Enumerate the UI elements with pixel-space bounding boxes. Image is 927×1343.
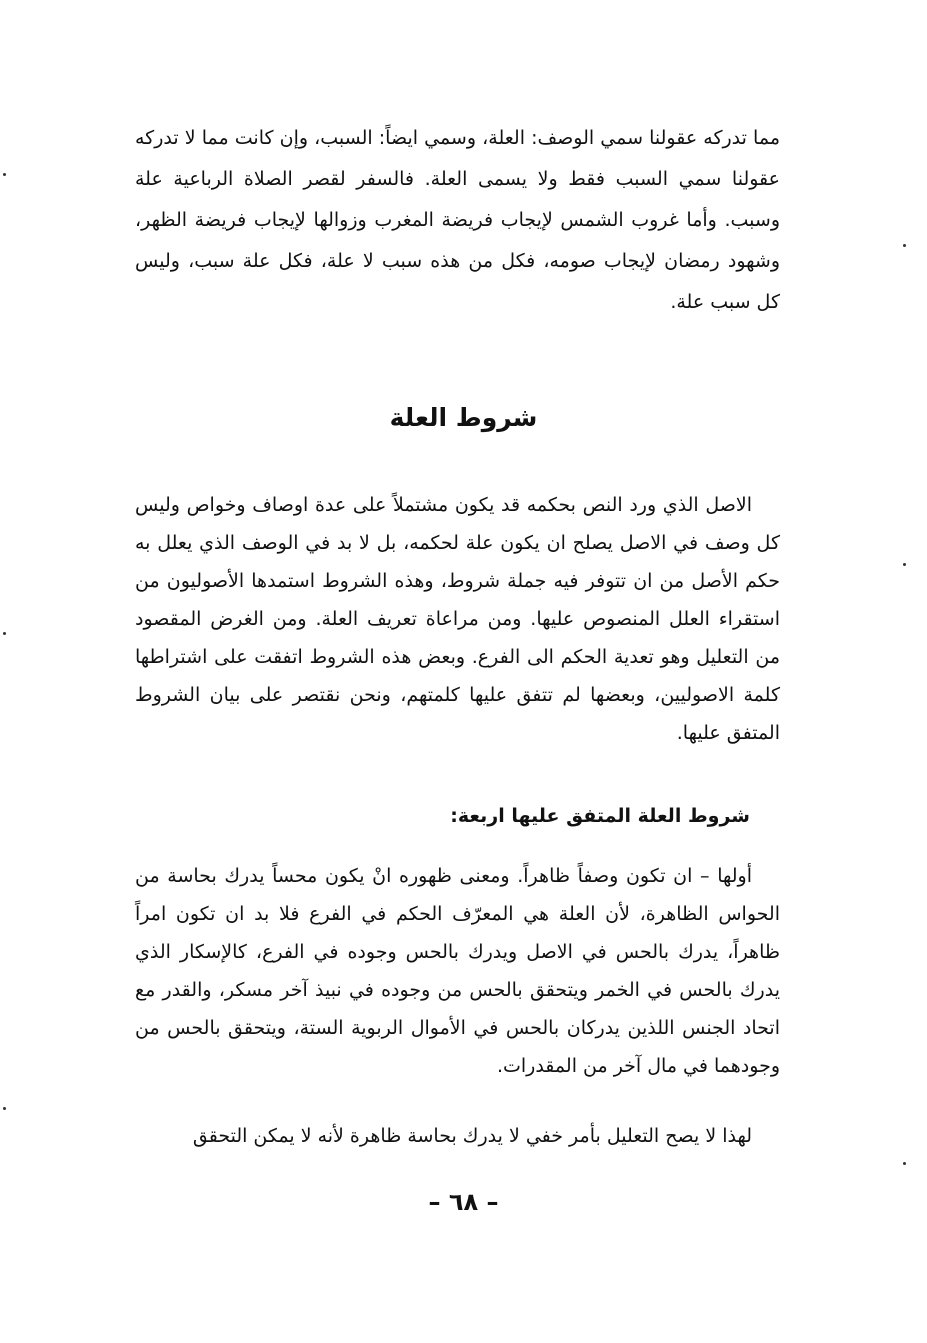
agreed-conditions-subheading: شروط العلة المتفق عليها اربعة: bbox=[450, 805, 750, 827]
continuation-text: لهذا لا يصح التعليل بأمر خفي لا يدرك بحاسة ظاهرة لأنه لا يمكن التحقق bbox=[192, 1125, 752, 1147]
intro-text: مما تدركه عقولنا سمي الوصف: العلة، وسمي ايضاً: السبب، وإن كانت مما لا تدركه عقولنا سمي السبب فقط ولا يسمى العلة. فالسفر لقصر الصلاة الرباعية علة وسبب. وأما غروب الشمس لإيجاب فريضة المغرب وزوالها لإيجاب فريضة الظهر، وشهود رمضان لإيجاب صومه، فكل من هذه سبب لا علة، فكل علة سبب، وليس كل سبب علة. bbox=[135, 127, 780, 313]
continuation-paragraph bbox=[135, 1117, 780, 1155]
first-condition-text: أولها – ان تكون وصفاً ظاهراً. ومعنى ظهوره انْ يكون محساً يدرك بحاسة من الحواس الظاهرة، لأن العلة هي المعرّف الحكم في الفرع فلا بد ان تكون امراً ظاهراً، يدرك بالحس في الاصل ويدرك بالحس وجوده في الفرع، كالإسكار الذي يدرك بالحس في الخمر ويتحقق بالحس من وجوده في نبيذ آخر مسكر، والقدر مع اتحاد الجنس اللذين يدركان بالحس في الأموال الربوية الستة، ويتحقق بالحس من وجودهما في مال آخر من المقدرات. bbox=[135, 865, 780, 1077]
scan-speck bbox=[903, 1162, 906, 1165]
scan-speck bbox=[903, 563, 906, 566]
scan-speck bbox=[3, 1107, 6, 1110]
scan-speck bbox=[3, 173, 6, 176]
scan-speck bbox=[903, 244, 906, 247]
intro-paragraph bbox=[135, 118, 780, 323]
page-number: – ٦٨ – bbox=[428, 1188, 499, 1216]
section-heading: شروط العلة bbox=[389, 403, 538, 432]
conditions-intro-text: الاصل الذي ورد النص بحكمه قد يكون مشتملاً على عدة اوصاف وخواص وليس كل وصف في الاصل يصلح ان يكون علة لحكمه، بل لا بد في الوصف الذي يعلل به حكم الأصل من ان تتوفر فيه جملة شروط، وهذه الشروط استمدها الأصوليون من استقراء العلل المنصوص عليها. ومن مراعاة تعريف العلة. ومن الغرض المقصود من التعليل وهو تعدية الحكم الى الفرع. وبعض هذه الشروط اتفقت على اشتراطها كلمة الاصوليين، وبعضها لم تتفق عليها كلمتهم، ونحن نقتصر على بيان الشروط المتفق عليها. bbox=[135, 494, 780, 744]
first-condition-paragraph bbox=[135, 857, 780, 1085]
scan-speck bbox=[3, 632, 6, 635]
conditions-intro-paragraph bbox=[135, 486, 780, 752]
